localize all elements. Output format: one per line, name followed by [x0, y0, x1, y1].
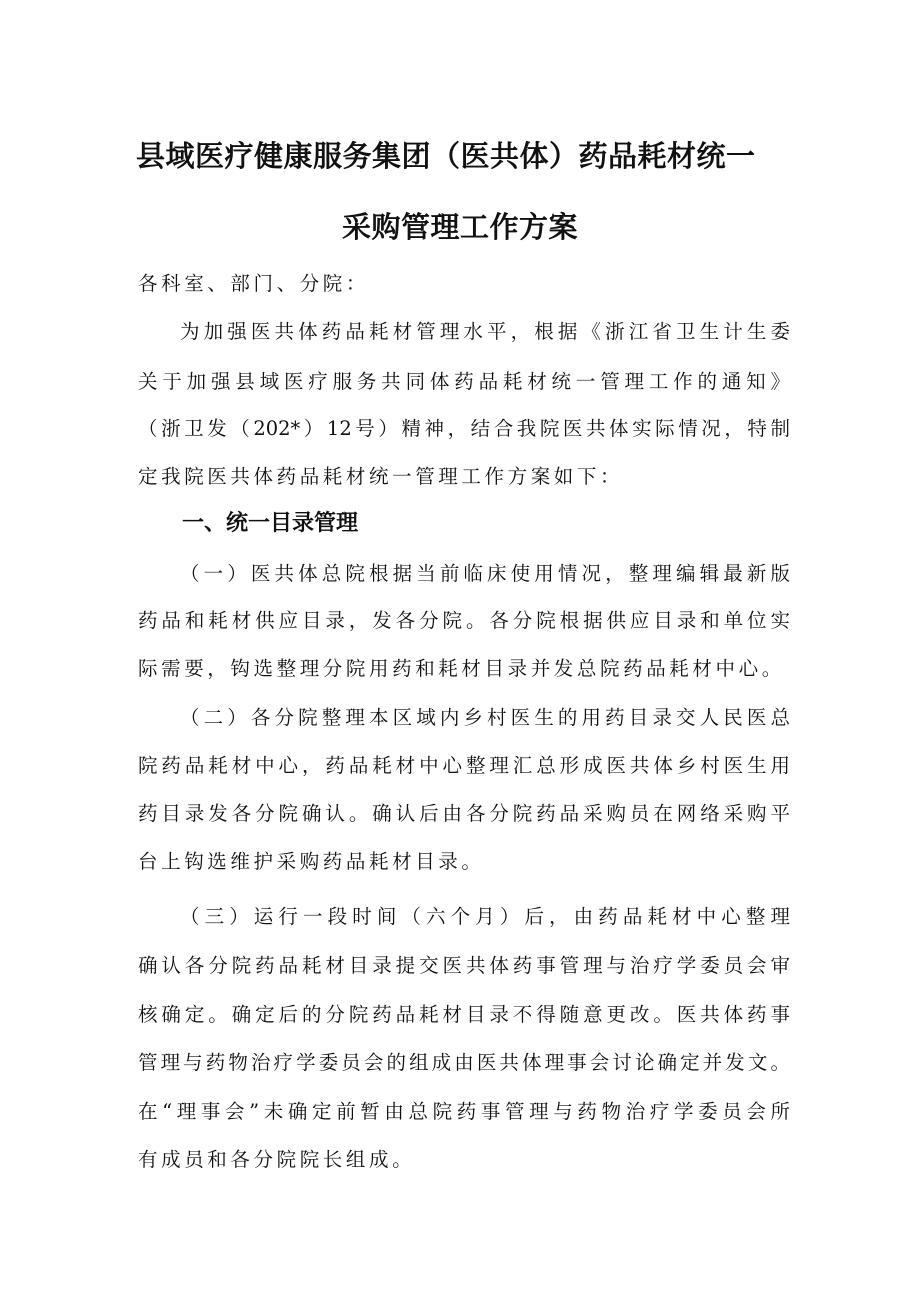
item-2-line-3: 药目录发各分院确认。确认后由各分院药品采购员在网络采购平: [138, 802, 790, 825]
item-1-line-1: （一）医共体总院根据当前临床使用情况，整理编辑最新版: [180, 562, 790, 585]
item-2-line-2: 院药品耗材中心，药品耗材中心整理汇总形成医共体乡村医生用: [138, 754, 790, 777]
item-2-line-4: 台上钩选维护采购药品耗材目录。: [138, 850, 485, 873]
document-title-line-1: 县域医疗健康服务集团（医共体）药品耗材统一: [136, 139, 756, 173]
item-1-line-2: 药品和耗材供应目录，发各分院。各分院根据供应目录和单位实: [138, 609, 790, 632]
intro-line-2: 关于加强县域医疗服务共同体药品耗材统一管理工作的通知》: [138, 370, 790, 393]
item-3-line-4: 管理与药物治疗学委员会的组成由医共体理事会讨论确定并发文。: [138, 1051, 790, 1074]
intro-line-1: 为加强医共体药品耗材管理水平，根据《浙江省卫生计生委: [180, 320, 790, 343]
item-3-line-5: 在“理事会”未确定前暂由总院药事管理与药物治疗学委员会所: [138, 1100, 790, 1123]
document-title-line-2: 采购管理工作方案: [341, 210, 578, 244]
salutation: 各科室、部门、分院：: [138, 272, 370, 295]
intro-line-4: 定我院医共体药品耗材统一管理工作方案如下：: [138, 465, 624, 488]
section-1-heading: 一、统一目录管理: [182, 511, 359, 536]
item-2-line-1: （二）各分院整理本区域内乡村医生的用药目录交人民医总: [180, 706, 790, 729]
item-1-line-3: 际需要，钩选整理分院用药和耗材目录并发总院药品耗材中心。: [138, 657, 785, 680]
item-3-line-3: 核确定。确定后的分院药品耗材目录不得随意更改。医共体药事: [138, 1003, 790, 1026]
item-3-line-2: 确认各分院药品耗材目录提交医共体药事管理与治疗学委员会审: [138, 954, 790, 977]
item-3-line-6: 有成员和各分院院长组成。: [138, 1148, 416, 1171]
item-3-line-1: （三）运行一段时间（六个月）后，由药品耗材中心整理: [180, 905, 790, 928]
intro-line-3: （浙卫发（202*）12号）精神，结合我院医共体实际情况，特制: [138, 417, 790, 440]
